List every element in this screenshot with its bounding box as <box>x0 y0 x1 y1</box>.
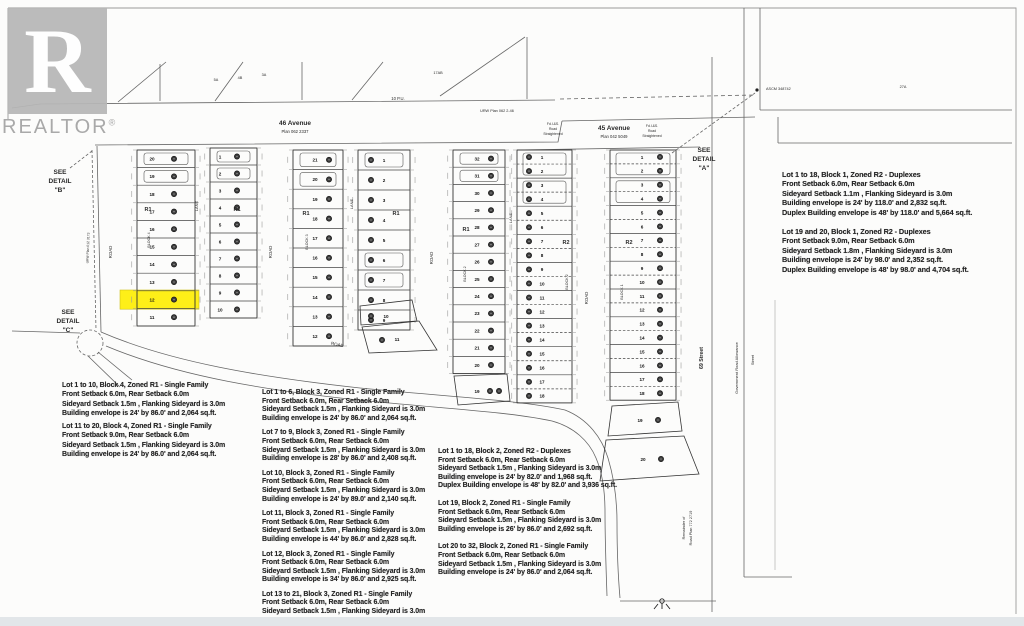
lot-number: 7 <box>382 277 386 283</box>
lot-number: 16 <box>639 363 645 369</box>
lot-number: 6 <box>218 239 222 245</box>
zoning-note-paragraph: Lot 1 to 18, Block 1, Zoned R2 - Duplexes Front Setback 6.0m, Rear Setback 6.0m Sideyard Setback 1.1m , Flanking Sideyard is 3.0m Building envelope is 24' by 118.0' and 2,832 sq.ft. Duplex Building envelope is 48' by 118.0' and 5,664 sq.ft. <box>782 170 973 217</box>
zoning-note-paragraph: Lot 11 to 20, Block 4, Zoned R1 - Single Family Front Setback 9.0m, Rear Setback 6.0m Sideyard Setback 1.5m , Flanking Sideyard is 3.0m Building envelope is 24' by 86.0' and 2,064 sq.ft. <box>62 423 226 459</box>
lot-number: 11 <box>539 295 545 301</box>
lot-number: 6 <box>640 224 644 230</box>
lot-number: 3 <box>640 182 644 188</box>
lot-number: 9 <box>640 265 644 271</box>
zoning-notes-block3 <box>262 389 452 623</box>
lot-number: 2 <box>218 171 222 177</box>
lot-number: 12 <box>312 334 318 339</box>
zoning-note-paragraph: Lot 7 to 9, Block 3, Zoned R1 - Single Family Front Setback 6.0m, Rear Setback 6.0m Sideyard Setback 1.5m , Flanking Sideyard is 3.0m Building envelope is 28' by 86.0' and 2,408 sq.ft. <box>262 429 426 463</box>
lot-number: 2 <box>382 177 386 183</box>
plat-annotation: Road Plan 772 2719 <box>689 510 693 546</box>
zoning-note-paragraph: Lot 1 to 10, Block 4, Zoned R1 - Single Family Front Setback 6.0m, Rear Setback 6.0m Sideyard Setback 1.5m , Flanking Sideyard is 3.0m Building envelope is 24' by 86.0' and 2,064 sq.ft. <box>62 382 226 417</box>
lot-number: 10 <box>217 307 223 313</box>
lot-number: 3 <box>218 188 222 194</box>
plat-annotation: Road <box>647 129 657 133</box>
lot-polygon <box>454 374 510 405</box>
plat-annotation: R2 <box>562 240 570 246</box>
lot-number: 6 <box>382 257 386 263</box>
plat-annotation: ROAD <box>584 291 589 305</box>
lot-number: 4 <box>218 205 222 211</box>
lot-number: 13 <box>312 314 318 320</box>
lot-number: 17 <box>149 209 155 215</box>
lot-number: 27 <box>474 242 480 248</box>
plat-annotation: URW Plan 012 3173 <box>85 232 91 264</box>
lot-polygon <box>608 402 682 436</box>
plat-annotation: "B" <box>54 187 66 194</box>
plat-annotation: 69 Street <box>699 347 705 369</box>
lot-number: 30 <box>474 190 480 196</box>
plat-annotation: 27A <box>899 85 907 89</box>
plat-annotation: Straightened <box>642 134 662 138</box>
lot-number: 32 <box>474 156 480 162</box>
lot-number: 18 <box>539 393 545 399</box>
lot-number: 16 <box>312 255 318 261</box>
plat-annotation: SEE <box>61 309 75 316</box>
zoning-note-paragraph: Lot 19 and 20, Block 1, Zoned R2 - Duplexes Front Setback 9.0m, Rear Setback 6.0m Sideyard Setback 1.8m , Flanking Sideyard is 3.0m Building envelope is 24' by 98.0' and 2,352 sq.ft. Duplex Building envelope is 48' by 98.0' and 4,704 sq.ft. <box>782 227 969 274</box>
plat-annotation: Plan 062 2337 <box>281 129 309 134</box>
lot-number: 19 <box>474 389 480 394</box>
plat-annotation: Street <box>751 354 755 366</box>
zoning-note-paragraph: Lot 1 to 6, Block 3, Zoned R1 - Single Family Front Setback 6.0m, Rear Setback 6.0m Sideyard Setback 1.5m , Flanking Sideyard is 3.0m Building envelope is 24' by 86.0' and 2,064 sq.ft. <box>262 389 426 422</box>
lot-number: 14 <box>539 337 545 343</box>
lot-number: 2 <box>640 168 644 174</box>
zoning-note-paragraph: Lot 19, Block 2, Zoned R1 - Single Family Front Setback 6.0m, Rear Setback 6.0m Sideyard Setback 1.5m , Flanking Sideyard is 3.0m Building envelope is 26' by 86.0' and 2,692 sq.ft. <box>438 499 602 533</box>
plat-annotation: Fd.I.&S. <box>645 124 659 128</box>
lot-number: 1 <box>640 154 644 160</box>
lot-number: 11 <box>149 315 155 320</box>
plat-annotation: Remainder of <box>682 516 686 540</box>
lot-number: 4 <box>540 196 544 202</box>
lot-number: 22 <box>474 328 480 334</box>
plat-annotation: SEE <box>697 147 711 154</box>
plat-annotation: SEE <box>53 169 67 176</box>
plat-annotation: Government Road Allowance <box>734 342 739 394</box>
lot-number: 14 <box>639 335 645 341</box>
plat-annotation: "A" <box>698 165 710 172</box>
lot-number: 17 <box>539 379 545 385</box>
lot-number: 8 <box>640 252 644 258</box>
plat-annotation: BLOCK 3 <box>305 234 309 250</box>
plat-annotation: R1 <box>392 211 400 217</box>
lot-number: 12 <box>539 309 545 315</box>
lot-number: 1 <box>382 157 386 163</box>
plat-annotation: LANE <box>194 200 199 212</box>
lot-number: 11 <box>639 293 645 299</box>
zoning-note-paragraph: Lot 11, Block 3, Zoned R1 - Single Family Front Setback 6.0m, Rear Setback 6.0m Sideyard Setback 1.5m , Flanking Sideyard is 3.0m Building envelope is 44' by 86.0' and 2,828 sq.ft. <box>262 510 426 543</box>
lot-number: 15 <box>312 275 318 281</box>
lot-number: 3 <box>382 197 386 203</box>
lot-number: 15 <box>639 349 645 355</box>
lot-number: 18 <box>149 191 155 197</box>
plat-annotation: DETAIL <box>48 178 72 185</box>
lot-number: 13 <box>539 323 545 329</box>
lot-number: 7 <box>218 256 222 262</box>
lot-number: 15 <box>149 244 155 250</box>
plat-annotation: R1 <box>302 211 310 217</box>
plat-annotation: ROAD <box>268 245 273 259</box>
lot-number: 9 <box>540 267 544 273</box>
plat-annotation: BLOCK 1 <box>620 284 624 300</box>
lot-number: 5 <box>218 222 222 228</box>
zoning-note-paragraph: Lot 1 to 18, Block 2, Zoned R2 - Duplexes Front Setback 6.0m, Rear Setback 6.0m Sideyard Setback 1.5m , Flanking Sideyard is 3.0m Building envelope is 24' by 82.0' and 1,968 sq.ft. Duplex Building envelope is 48' by 82.0' and 3,936 sq.ft. <box>438 448 617 490</box>
lot-number: 31 <box>474 173 480 179</box>
plat-annotation: Straightened <box>543 132 563 136</box>
plat-annotation: 4B <box>237 76 243 80</box>
lot-number: 20 <box>640 457 646 462</box>
lot-number: 16 <box>539 365 545 371</box>
lot-number: 1 <box>218 154 222 160</box>
lot-number: 15 <box>539 351 545 357</box>
lot-number: 20 <box>149 156 155 162</box>
lot-number: 20 <box>474 362 480 368</box>
lot-number: 18 <box>312 216 318 222</box>
lot-number: 10 <box>539 281 545 287</box>
lot-number: 4 <box>382 217 386 223</box>
plat-annotation: R1 <box>144 207 152 213</box>
lot-polygon <box>362 321 437 353</box>
lot-number: 19 <box>149 174 155 180</box>
building-envelope-outline <box>217 151 250 162</box>
scan-edge-band <box>0 617 1024 626</box>
lot-number: 19 <box>312 196 318 202</box>
plat-annotation: R2 <box>625 240 633 246</box>
lot-number: 14 <box>149 262 155 268</box>
zoning-notes-block4 <box>62 381 267 463</box>
plat-annotation: LANE <box>349 198 354 210</box>
plat-annotation: 17AB <box>433 71 443 75</box>
lot-number: 9 <box>382 317 386 323</box>
realtor-watermark-logo <box>2 8 118 139</box>
plat-annotation: ASCM 348742 <box>766 87 791 91</box>
zoning-notes-block2 <box>438 448 628 587</box>
plat-annotation: BLOCK 2 <box>565 274 569 290</box>
lot-number: 8 <box>540 253 544 259</box>
lot-number: 4 <box>640 196 644 202</box>
lot-number: 5 <box>382 237 386 243</box>
plat-annotation: Plan 042 5049 <box>600 134 628 139</box>
lot-number: 7 <box>640 238 644 244</box>
plat-annotation: LANE <box>508 212 513 224</box>
lot-number: 3 <box>540 182 544 188</box>
lot-number: 12 <box>639 307 645 313</box>
lot-number: 2 <box>540 168 544 174</box>
lot-number: 23 <box>474 311 480 317</box>
lot-number: 6 <box>540 225 544 231</box>
lot-number: 28 <box>474 225 480 231</box>
plat-annotation: DETAIL <box>56 318 80 325</box>
zoning-notes-block1 <box>782 170 1020 284</box>
plat-annotation: BLOCK 2 <box>463 266 467 282</box>
lot-number: 10 <box>383 314 389 319</box>
lot-number: 17 <box>312 236 318 241</box>
plat-annotation: 45 Avenue <box>597 125 631 132</box>
plat-annotation: R1 <box>233 207 241 213</box>
lot-number: 13 <box>149 279 155 285</box>
lot-number: 9 <box>218 290 222 296</box>
lot-number: 17 <box>639 377 645 383</box>
plat-annotation: Fd.I.&S. <box>546 122 560 126</box>
plat-annotation: 5A <box>213 78 219 82</box>
lot-number: 21 <box>474 345 480 351</box>
lot-number: 25 <box>474 276 480 282</box>
lot-number: 29 <box>474 208 480 213</box>
lot-number: 16 <box>149 227 155 232</box>
realtor-logo-r-icon: R <box>8 8 107 114</box>
lot-number: 12 <box>149 297 155 303</box>
zoning-note-paragraph: Lot 10, Block 3, Zoned R1 - Single Family Front Setback 6.0m, Rear Setback 6.0m Sideyard Setback 1.5m , Flanking Sideyard is 3.0m Building envelope is 24' by 89.0' and 2,140 sq.ft. <box>262 469 426 503</box>
lot-number: 7 <box>540 239 544 245</box>
lot-number: 5 <box>640 210 644 216</box>
lot-number: 11 <box>394 337 400 342</box>
lot-number: 26 <box>474 259 480 265</box>
lot-number: 8 <box>382 297 386 303</box>
lot-number: 20 <box>312 177 318 183</box>
lot-number: 19 <box>637 418 643 423</box>
lot-number: 8 <box>218 273 222 279</box>
lot-number: 24 <box>474 294 480 299</box>
plat-annotation: DETAIL <box>692 156 716 163</box>
plat-annotation: BLOCK 4 <box>147 232 151 248</box>
lot-number: 21 <box>312 157 318 163</box>
zoning-note-paragraph: Lot 20 to 32, Block 2, Zoned R1 - Single Family Front Setback 6.0m, Rear Setback 6.0m Sideyard Setback 1.5m , Flanking Sideyard is 3.0m Building envelope is 24' by 86.0' and 2,064 sq.ft. <box>438 543 602 577</box>
plat-annotation: URW Plan 062 2-46 <box>480 109 514 113</box>
plat-annotation: R1 <box>462 227 470 233</box>
plat-annotation: "C" <box>62 327 74 334</box>
lot-number: 5 <box>540 211 544 217</box>
plat-annotation: ROAD <box>108 245 113 259</box>
plat-annotation: ROAD <box>330 340 345 349</box>
zoning-note-paragraph: Lot 12, Block 3, Zoned R1 - Single Family Front Setback 6.0m, Rear Setback 6.0m Sideyard Setback 1.5m , Flanking Sideyard is 3.0m Building envelope is 34' by 86.0' and 2,925 sq.ft. <box>262 550 426 584</box>
plat-annotation: 46 Avenue <box>278 120 312 127</box>
plat-annotation: Road <box>548 127 558 131</box>
lot-number: 10 <box>639 279 645 285</box>
plat-annotation: 3A <box>261 73 267 77</box>
lot-number: 18 <box>639 391 645 397</box>
realtor-logo-wordmark: REALTOR® <box>2 116 118 138</box>
lot-number: 14 <box>312 294 318 300</box>
zoning-note-paragraph: Lot 13 to 21, Block 3, Zoned R1 - Single Family Front Setback 6.0m, Rear Setback 6.0m Sideyard Setback 1.5m , Flanking Sideyard is 3.0m <box>262 590 426 616</box>
lot-number: 13 <box>639 321 645 327</box>
plat-annotation: 10 P.U. <box>391 96 405 101</box>
lot-number: 1 <box>540 154 544 160</box>
building-envelope-outline <box>217 168 250 179</box>
plat-annotation: ROAD <box>429 251 434 265</box>
